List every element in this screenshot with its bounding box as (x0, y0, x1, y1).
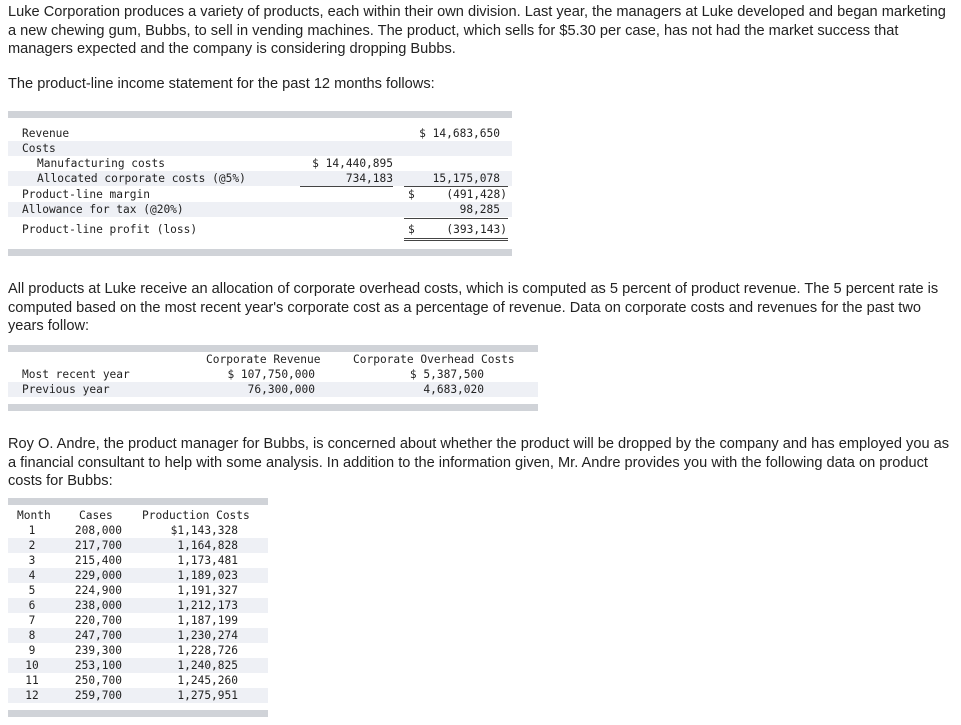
tax-label: Allowance for tax (@20%) (22, 203, 184, 216)
costs-cell: 1,228,726 (177, 644, 238, 657)
costs-cell: 1,212,173 (177, 599, 238, 612)
cases-cell: 229,000 (74, 569, 122, 582)
table-top-bar (8, 111, 512, 118)
month-cell: 6 (28, 599, 36, 612)
costs-label: Costs (22, 142, 56, 155)
table-top-bar (8, 345, 538, 352)
costs-cell: 1,240,825 (177, 659, 238, 672)
costs-cell: 1,189,023 (177, 569, 238, 582)
cases-cell: 247,700 (74, 629, 122, 642)
costs-cell: 1,275,951 (177, 689, 238, 702)
revenue-value: $ 14,683,650 (419, 127, 500, 140)
revenue-label: Revenue (22, 127, 70, 140)
row-label: Most recent year (22, 368, 130, 381)
costs-cell: 1,230,274 (177, 629, 238, 642)
costs-cell: 1,191,327 (177, 584, 238, 597)
overhead-paragraph: All products at Luke receive an allocation of corporate overhead costs, which is computed as 5 percent of product revenue. The 5 percent rate is computed based on the most recent year's corporate cost as a percentage of revenue. Data on corporate costs and revenues for the past two years follow: (8, 281, 939, 334)
col-production-costs: Production Costs (142, 509, 250, 522)
overhead-value: 4,683,020 (423, 383, 484, 396)
month-cell: 2 (28, 539, 36, 552)
cases-cell: 238,000 (74, 599, 122, 612)
revenue-value: 76,300,000 (247, 383, 315, 396)
cases-cell: 253,100 (74, 659, 122, 672)
alloc-costs-label: Allocated corporate costs (@5%) (37, 172, 246, 185)
costs-cell: 1,164,828 (177, 539, 238, 552)
alloc-underline (300, 186, 393, 187)
month-cell: 12 (25, 689, 39, 702)
month-cell: 7 (28, 614, 36, 627)
profit-value: (393,143) (446, 223, 507, 236)
overhead-value: $ 5,387,500 (409, 368, 484, 381)
tax-underline (404, 218, 508, 219)
month-cell: 9 (28, 644, 36, 657)
total-costs-value: 15,175,078 (432, 172, 500, 185)
revenue-value: $ 107,750,000 (227, 368, 315, 381)
month-cell: 4 (28, 569, 36, 582)
table-bottom-bar (8, 404, 538, 411)
table-top-bar (8, 498, 268, 505)
margin-dollar: $ (408, 188, 415, 201)
tax-value: 98,285 (459, 203, 500, 216)
month-cell: 1 (28, 524, 36, 537)
intro-paragraph: Luke Corporation produces a variety of products, each within their own division. Last year, the managers at Luke developed and began marketing a new chewing gum, Bubbs, to sell in vending machines. The product, which sells for $5.30 per case, has not had the market success that managers expected and the company is considering dropping Bubbs. (8, 4, 946, 57)
cases-cell: 250,700 (74, 674, 122, 687)
shade-row (8, 141, 512, 156)
col-corporate-revenue: Corporate Revenue (206, 353, 321, 366)
month-cell: 10 (25, 659, 39, 672)
col-corporate-overhead: Corporate Overhead Costs (353, 353, 515, 366)
profit-double-underline (404, 238, 508, 241)
mfg-costs-value: $ 14,440,895 (312, 157, 393, 170)
table-bottom-bar (8, 249, 512, 256)
costs-cell: $1,143,328 (170, 524, 238, 537)
mfg-costs-label: Manufacturing costs (37, 157, 165, 170)
month-cell: 8 (28, 629, 36, 642)
month-cell: 3 (28, 554, 36, 567)
cases-cell: 220,700 (74, 614, 122, 627)
cases-cell: 217,700 (74, 539, 122, 552)
row-label: Previous year (22, 383, 110, 396)
col-month: Month (17, 509, 51, 522)
costs-cell: 1,173,481 (177, 554, 238, 567)
andre-paragraph: Roy O. Andre, the product manager for Bubbs, is concerned about whether the product will be dropped by the company and has employed you as a financial consultant to help with some analysis. In addition to the information given, Mr. Andre provides you with the following data on product costs for Bubbs: (8, 436, 950, 489)
col-cases: Cases (79, 509, 113, 522)
total-costs-underline (404, 186, 508, 187)
cases-cell: 239,300 (74, 644, 122, 657)
alloc-costs-value: 734,183 (345, 172, 393, 185)
month-cell: 5 (28, 584, 36, 597)
cases-cell: 208,000 (74, 524, 122, 537)
profit-label: Product-line profit (loss) (22, 223, 198, 236)
income-intro-paragraph: The product-line income statement for the past 12 months follows: (8, 76, 435, 92)
profit-dollar: $ (408, 223, 415, 236)
costs-cell: 1,187,199 (177, 614, 238, 627)
month-cell: 11 (25, 674, 39, 687)
costs-cell: 1,245,260 (177, 674, 238, 687)
margin-value: (491,428) (446, 188, 507, 201)
cases-cell: 215,400 (74, 554, 122, 567)
margin-label: Product-line margin (22, 188, 150, 201)
cases-cell: 259,700 (74, 689, 122, 702)
table-bottom-bar (8, 710, 268, 717)
cases-cell: 224,900 (74, 584, 122, 597)
